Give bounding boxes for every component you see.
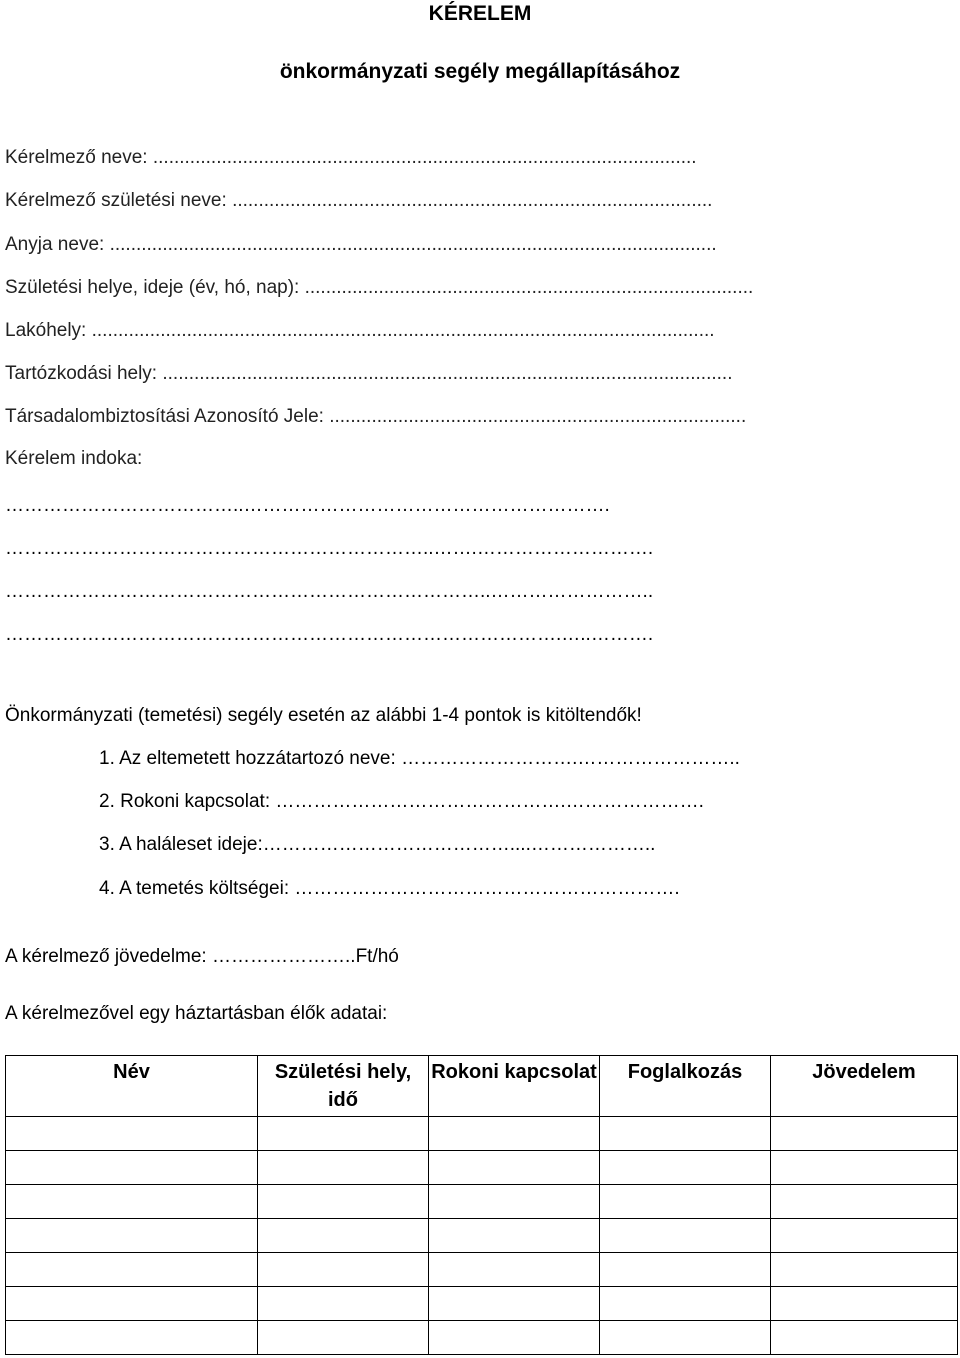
field-dots: ........................................................................................... <box>232 190 713 211</box>
income-unit: Ft/hó <box>355 946 399 967</box>
table-cell[interactable] <box>429 1287 600 1321</box>
field-label: Társadalombiztosítási Azonosító Jele: <box>5 406 330 427</box>
table-cell[interactable] <box>429 1253 600 1287</box>
table-cell[interactable] <box>600 1185 771 1219</box>
field-label: Lakóhely: <box>5 320 92 341</box>
table-cell[interactable] <box>429 1219 600 1253</box>
table-cell[interactable] <box>600 1151 771 1185</box>
reason-label: Kérelem indoka: <box>5 448 143 469</box>
table-row <box>6 1219 958 1253</box>
field-dots: ................................................................................................................... <box>109 234 717 255</box>
table-cell[interactable] <box>6 1219 258 1253</box>
field-dots: ............................................................................... <box>329 406 747 427</box>
table-cell[interactable] <box>6 1117 258 1151</box>
table-cell[interactable] <box>771 1253 958 1287</box>
reason-line-4[interactable]: …………………………………………………………………………….…..………. <box>5 624 654 645</box>
table-body <box>6 1117 958 1355</box>
table-cell[interactable] <box>771 1321 958 1355</box>
item-dots: …………………………………....……………….. <box>262 834 656 855</box>
table-cell[interactable] <box>600 1219 771 1253</box>
reason-line-1[interactable]: ………………………………..…………………………………………………. <box>5 495 610 516</box>
item-dots: ……………………………………………………. <box>294 878 680 899</box>
table-row <box>6 1321 958 1355</box>
table-row <box>6 1117 958 1151</box>
field-mother-name[interactable] <box>5 233 717 257</box>
table-cell[interactable] <box>429 1117 600 1151</box>
household-table <box>5 1055 958 1355</box>
header-occupation: Foglalkozás <box>600 1056 771 1117</box>
table-row <box>6 1253 958 1287</box>
field-dots: ...................................................................................................................... <box>91 320 715 341</box>
income-dots: ………………….. <box>212 946 356 967</box>
field-label: Születési helye, ideje (év, hó, nap): <box>5 277 305 298</box>
table-cell[interactable] <box>6 1321 258 1355</box>
field-birth-name[interactable] <box>5 189 712 213</box>
field-dots: ....................................................................................................... <box>152 147 697 168</box>
field-social-security-id[interactable] <box>5 405 746 429</box>
table-cell[interactable] <box>6 1151 258 1185</box>
table-row <box>6 1151 958 1185</box>
item-label: 4. A temetés költségei: <box>99 878 295 899</box>
table-cell[interactable] <box>258 1321 429 1355</box>
field-label: Kérelmező születési neve: <box>5 190 233 211</box>
field-birth-place-date[interactable] <box>5 276 753 300</box>
table-cell[interactable] <box>6 1287 258 1321</box>
field-label: Kérelmező neve: <box>5 147 153 168</box>
field-label: Anyja neve: <box>5 234 110 255</box>
funeral-item-1[interactable] <box>99 747 740 771</box>
table-cell[interactable] <box>600 1117 771 1151</box>
item-label: 1. Az eltemetett hozzátartozó neve: <box>99 748 402 769</box>
table-cell[interactable] <box>771 1185 958 1219</box>
income-label: A kérelmező jövedelme: <box>5 946 212 967</box>
funeral-item-4[interactable] <box>99 877 680 901</box>
funeral-item-3[interactable] <box>99 833 655 857</box>
table-cell[interactable] <box>771 1151 958 1185</box>
header-income: Jövedelem <box>771 1056 958 1117</box>
table-cell[interactable] <box>429 1185 600 1219</box>
header-name: Név <box>6 1056 258 1117</box>
table-cell[interactable] <box>771 1117 958 1151</box>
reason-line-2[interactable]: …………………………………………………………..…….………………………. <box>5 538 654 559</box>
table-cell[interactable] <box>258 1287 429 1321</box>
funeral-item-2[interactable] <box>99 790 704 814</box>
table-cell[interactable] <box>600 1321 771 1355</box>
item-dots: ……………………….…………………….. <box>401 748 740 769</box>
table-cell[interactable] <box>6 1185 258 1219</box>
header-birth: Születési hely, idő <box>258 1056 429 1117</box>
reason-line-3[interactable]: …………………………………………………………………..…………………….. <box>5 581 654 602</box>
table-cell[interactable] <box>258 1151 429 1185</box>
field-stay-place[interactable] <box>5 362 732 386</box>
table-cell[interactable] <box>6 1253 258 1287</box>
header-relation: Rokoni kapcsolat <box>429 1056 600 1117</box>
table-cell[interactable] <box>258 1253 429 1287</box>
field-applicant-name[interactable] <box>5 146 697 170</box>
table-cell[interactable] <box>600 1287 771 1321</box>
document-title: KÉRELEM <box>428 2 532 25</box>
income-field[interactable] <box>5 945 399 969</box>
field-residence[interactable] <box>5 319 715 343</box>
table-cell[interactable] <box>429 1151 600 1185</box>
table-cell[interactable] <box>258 1185 429 1219</box>
table-header-row <box>6 1056 958 1117</box>
funeral-intro: Önkormányzati (temetési) segély esetén az alábbi 1-4 pontok is kitöltendők! <box>5 705 642 726</box>
document-subtitle: önkormányzati segély megállapításához <box>279 60 681 83</box>
item-label: 2. Rokoni kapcsolat: <box>99 791 276 812</box>
household-label: A kérelmezővel egy háztartásban élők adatai: <box>5 1003 388 1024</box>
field-label: Tartózkodási hely: <box>5 363 163 384</box>
table-cell[interactable] <box>429 1321 600 1355</box>
item-dots: ……………………………………….…………………. <box>275 791 704 812</box>
table-row <box>6 1287 958 1321</box>
field-dots: ............................................................................................................ <box>162 363 733 384</box>
table-cell[interactable] <box>258 1219 429 1253</box>
table-cell[interactable] <box>771 1219 958 1253</box>
table-cell[interactable] <box>258 1117 429 1151</box>
field-dots: ..................................................................................... <box>304 277 754 298</box>
table-cell[interactable] <box>600 1253 771 1287</box>
table-row <box>6 1185 958 1219</box>
item-label: 3. A haláleset ideje: <box>99 834 263 855</box>
table-cell[interactable] <box>771 1287 958 1321</box>
